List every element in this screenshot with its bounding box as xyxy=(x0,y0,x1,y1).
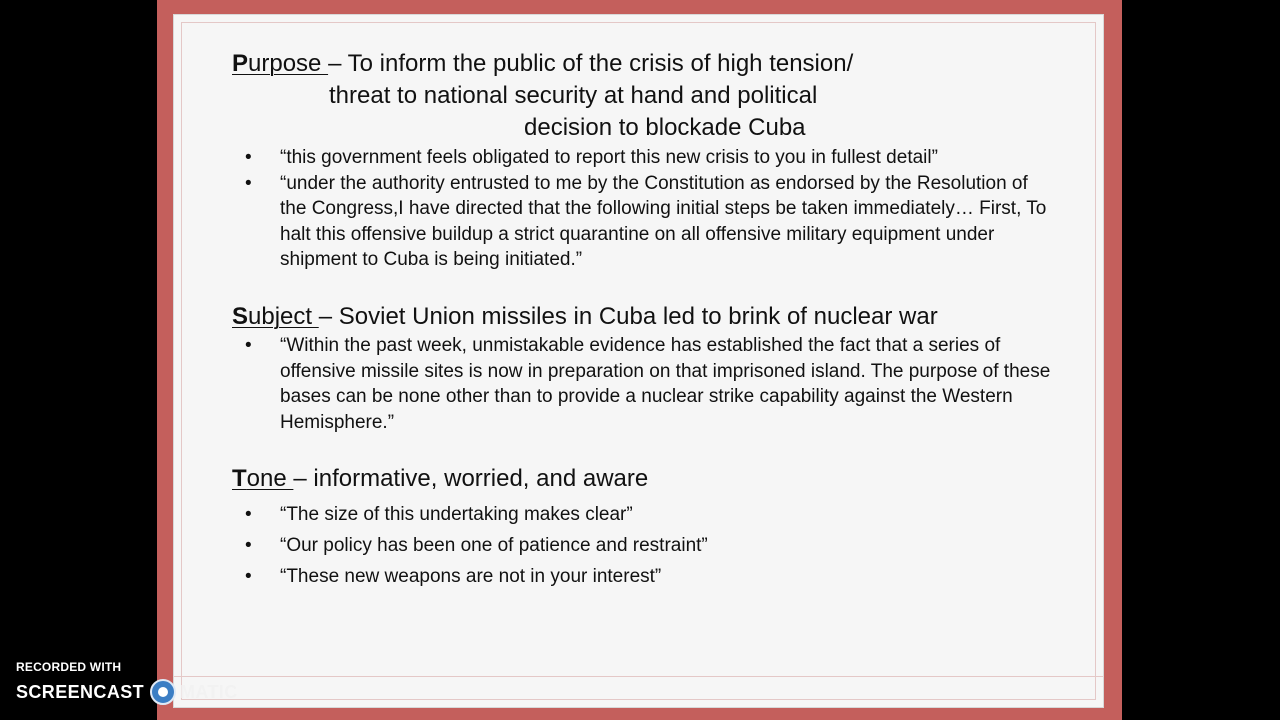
logo-text-left: SCREENCAST xyxy=(16,681,145,702)
purpose-quote-2: • “under the authority entrusted to me by the Constitution as endorsed by the Resolution of the Congress,I have directed that the following initial steps be taken immediately… First, To halt this offensive buildup a strict quarantine on all offensive military equipment under shipment to Cuba is being initiated.” xyxy=(232,171,1052,273)
subject-key: Subject xyxy=(232,303,319,330)
tone-key: Tone xyxy=(232,465,294,492)
slide-content xyxy=(174,15,1103,707)
recorded-with-label: RECORDED WITH xyxy=(16,660,122,674)
purpose-key: Purpose xyxy=(232,50,329,77)
purpose-text-line3: decision to blockade Cuba xyxy=(524,114,806,141)
subject-text: – Soviet Union missiles in Cuba led to brink of nuclear war xyxy=(318,303,938,330)
tone-quotes xyxy=(232,499,1052,592)
tone-quote-1: • “The size of this undertaking makes clear” xyxy=(232,499,1052,530)
purpose-text-line1: – To inform the public of the crisis of high tension/ xyxy=(328,50,854,77)
tone-quote-2: • “Our policy has been one of patience and restraint” xyxy=(232,530,1052,561)
purpose-quotes xyxy=(232,145,1052,273)
tone-text: – informative, worried, and aware xyxy=(293,465,649,492)
tone-heading xyxy=(232,463,648,495)
tone-quote-3: • “These new weapons are not in your interest” xyxy=(232,561,1052,592)
slide xyxy=(173,14,1104,708)
slide-frame xyxy=(157,0,1122,720)
purpose-heading xyxy=(232,48,853,80)
purpose-text-line2: threat to national security at hand and political xyxy=(329,82,818,109)
logo-text-right: MATIC xyxy=(180,681,238,702)
purpose-quote-1: • “this government feels obligated to report this new crisis to you in fullest detail” xyxy=(232,145,1052,171)
screencastomatic-logo[interactable] xyxy=(16,678,238,706)
subject-heading xyxy=(232,301,938,333)
subject-quote-1: • “Within the past week, unmistakable evidence has established the fact that a series of offensive missile sites is now in preparation on that imprisoned island. The purpose of these bases can be none other than to provide a nuclear strike capability against the Western Hemisphere.” xyxy=(232,333,1052,435)
record-icon xyxy=(150,679,176,705)
subject-quotes xyxy=(232,333,1052,435)
